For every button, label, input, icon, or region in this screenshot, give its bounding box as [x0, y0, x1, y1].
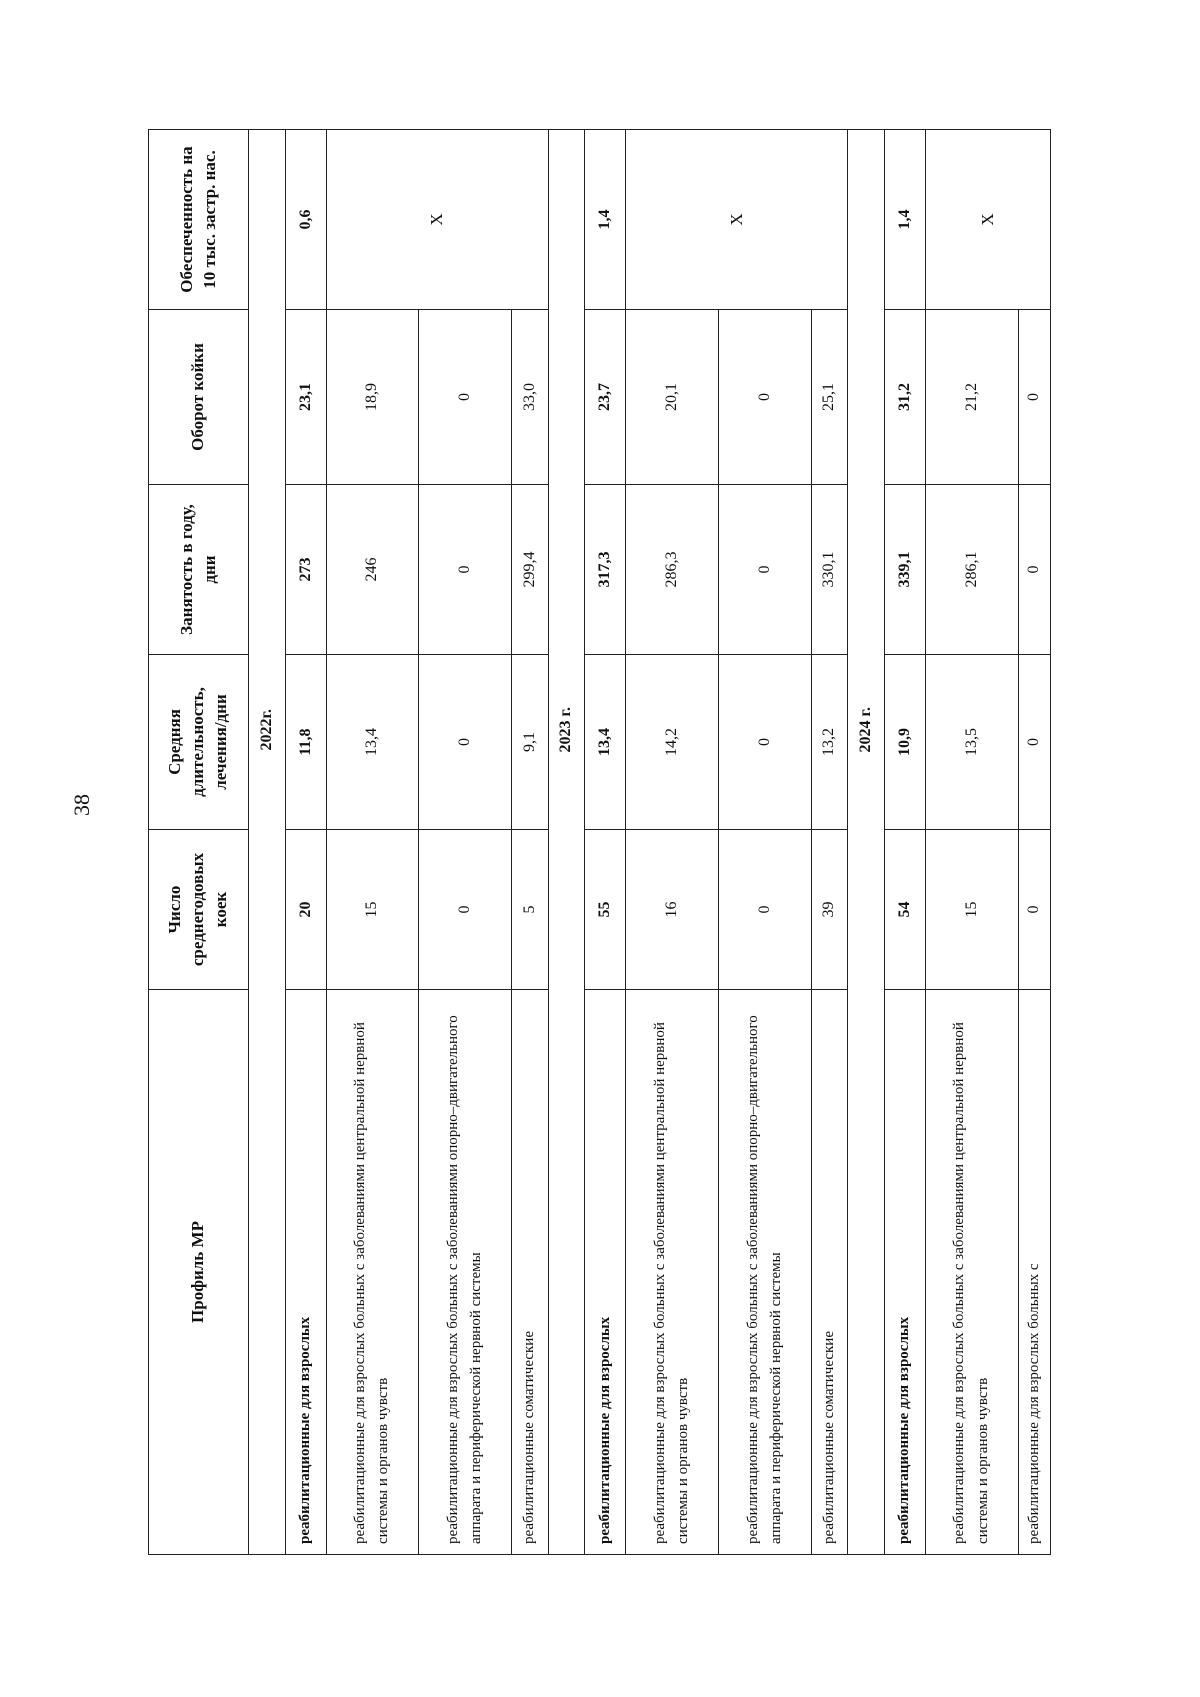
- table-row: [419, 130, 512, 1555]
- row-provision: 0,6: [285, 130, 326, 310]
- row-turnover: 0: [1018, 310, 1050, 485]
- row-duration: 10,9: [884, 655, 925, 830]
- row-duration: 9,1: [512, 655, 549, 830]
- table-row: [512, 130, 549, 1555]
- row-beds: 0: [718, 830, 811, 990]
- row-turnover: 0: [419, 310, 512, 485]
- row-profile-name: реабилитационные для взрослых больных с заболеваниями опорно–двигательного аппарата и периферической нервной системы: [718, 990, 811, 1555]
- row-occupancy: 0: [718, 485, 811, 655]
- row-duration: 0: [1018, 655, 1050, 830]
- bed-statistics-table: [148, 129, 1051, 1555]
- page-number: 38: [69, 794, 94, 816]
- table-row: [626, 130, 719, 1555]
- row-profile-name: реабилитационные для взрослых: [585, 990, 626, 1555]
- row-profile-name: реабилитационные для взрослых больных с: [1018, 990, 1050, 1555]
- row-turnover: 18,9: [326, 310, 419, 485]
- row-beds: 16: [626, 830, 719, 990]
- header-duration: Средняя длительность, лечения/дни: [149, 655, 249, 830]
- row-occupancy: 0: [419, 485, 512, 655]
- row-turnover: 21,2: [925, 310, 1018, 485]
- table-row: [884, 130, 925, 1555]
- header-provision: Обеспеченность на 10 тыс. застр. нас.: [149, 130, 249, 310]
- row-duration: 14,2: [626, 655, 719, 830]
- row-occupancy: 317,3: [585, 485, 626, 655]
- header-profile: Профиль МР: [149, 990, 249, 1555]
- row-turnover: 23,1: [285, 310, 326, 485]
- row-duration: 13,4: [326, 655, 419, 830]
- row-duration: 13,5: [925, 655, 1018, 830]
- year-row-2023: [548, 130, 585, 1555]
- header-turnover: Оборот койки: [149, 310, 249, 485]
- row-profile-name: реабилитационные для взрослых: [285, 990, 326, 1555]
- row-duration: 11,8: [285, 655, 326, 830]
- table-row: [718, 130, 811, 1555]
- row-occupancy: 246: [326, 485, 419, 655]
- row-provision: 1,4: [585, 130, 626, 310]
- table-row: [326, 130, 419, 1555]
- row-turnover: 33,0: [512, 310, 549, 485]
- year-label: 2023 г.: [557, 707, 575, 753]
- year-label: 2022г.: [257, 709, 275, 751]
- row-profile-name: реабилитационные для взрослых больных с заболеваниями центральной нервной системы и органов чувств: [626, 990, 719, 1555]
- row-profile-name: реабилитационные соматические: [811, 990, 848, 1555]
- row-beds: 0: [1018, 830, 1050, 990]
- row-occupancy: 0: [1018, 485, 1050, 655]
- header-beds: Число среднегодовых коек: [149, 830, 249, 990]
- table-row: [925, 130, 1018, 1555]
- row-beds: 0: [419, 830, 512, 990]
- header-occupancy: Занятость в году, дни: [149, 485, 249, 655]
- row-occupancy: 286,3: [626, 485, 719, 655]
- row-duration: 0: [419, 655, 512, 830]
- row-beds: 15: [326, 830, 419, 990]
- row-turnover: 0: [718, 310, 811, 485]
- row-occupancy: 299,4: [512, 485, 549, 655]
- row-turnover: 25,1: [811, 310, 848, 485]
- row-profile-name: реабилитационные для взрослых: [884, 990, 925, 1555]
- row-occupancy: 339,1: [884, 485, 925, 655]
- row-duration: 13,2: [811, 655, 848, 830]
- row-profile-name: реабилитационные для взрослых больных с заболеваниями опорно–двигательного аппарата и периферической нервной системы: [419, 990, 512, 1555]
- row-profile-name: реабилитационные для взрослых больных с заболеваниями центральной нервной системы и органов чувств: [925, 990, 1018, 1555]
- row-duration: 13,4: [585, 655, 626, 830]
- provision-merged-cell: Х: [326, 130, 548, 310]
- row-turnover: 31,2: [884, 310, 925, 485]
- rotated-table-container: [148, 130, 1051, 1555]
- table-row: [585, 130, 626, 1555]
- year-label: 2024 г.: [857, 707, 875, 753]
- row-beds: 55: [585, 830, 626, 990]
- row-turnover: 23,7: [585, 310, 626, 485]
- row-profile-name: реабилитационные для взрослых больных с заболеваниями центральной нервной системы и органов чувств: [326, 990, 419, 1555]
- row-provision: 1,4: [884, 130, 925, 310]
- provision-merged-cell: Х: [626, 130, 848, 310]
- row-occupancy: 330,1: [811, 485, 848, 655]
- table-row: [811, 130, 848, 1555]
- row-duration: 0: [718, 655, 811, 830]
- row-beds: 5: [512, 830, 549, 990]
- year-row-2024: [848, 130, 885, 1555]
- table-row: [1018, 130, 1050, 1555]
- header-row: [149, 130, 249, 1555]
- row-occupancy: 273: [285, 485, 326, 655]
- provision-merged-cell: Х: [925, 130, 1050, 310]
- row-beds: 39: [811, 830, 848, 990]
- row-beds: 15: [925, 830, 1018, 990]
- table-row: [285, 130, 326, 1555]
- row-beds: 54: [884, 830, 925, 990]
- year-row-2022: [249, 130, 286, 1555]
- row-profile-name: реабилитационные соматические: [512, 990, 549, 1555]
- row-turnover: 20,1: [626, 310, 719, 485]
- row-beds: 20: [285, 830, 326, 990]
- row-occupancy: 286,1: [925, 485, 1018, 655]
